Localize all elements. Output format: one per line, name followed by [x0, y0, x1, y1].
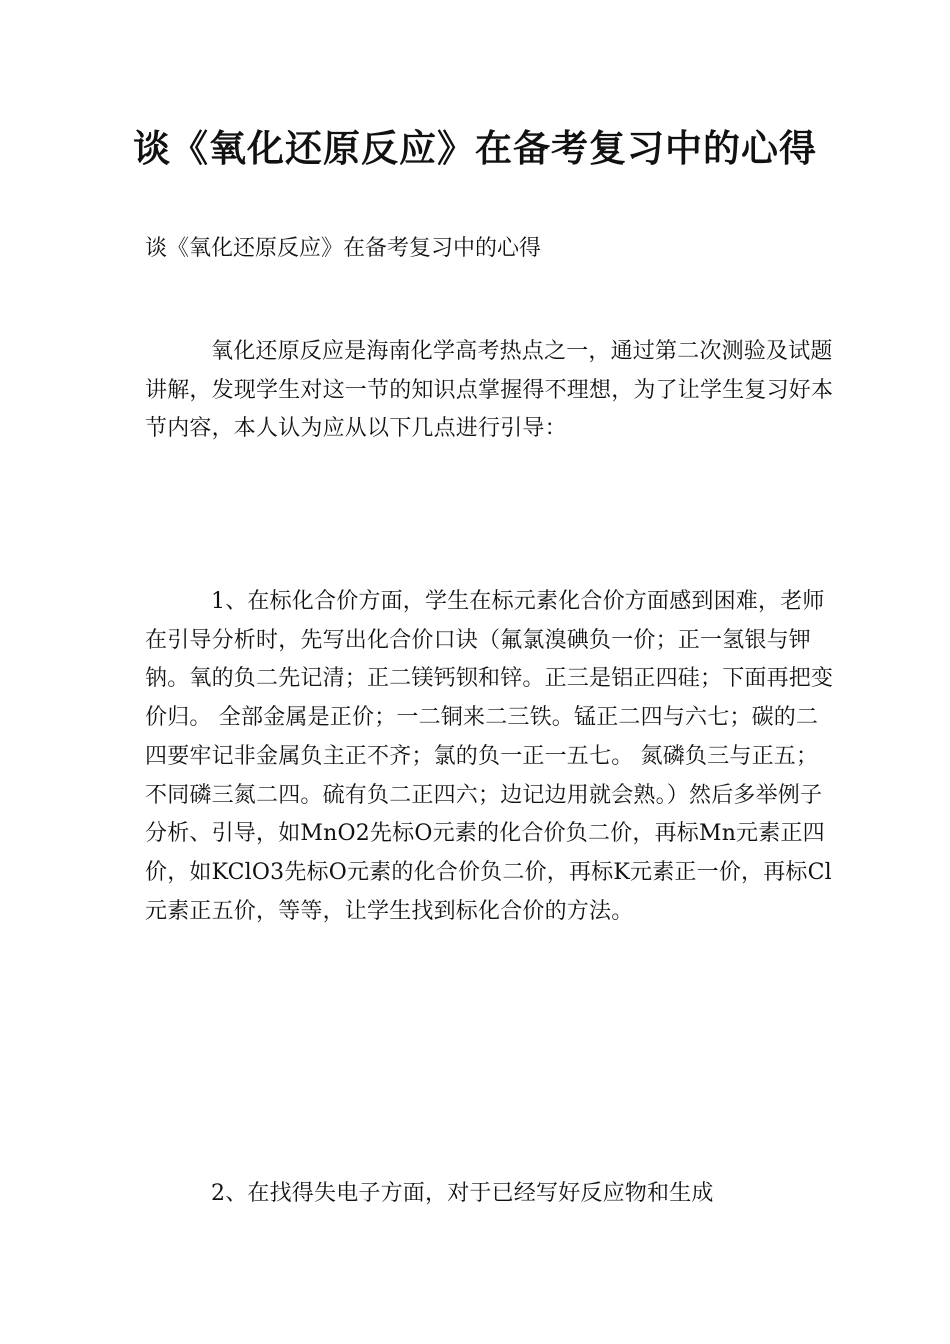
document-subtitle: 谈《氧化还原反应》在备考复习中的心得 [145, 236, 542, 261]
document-title: 谈《氧化还原反应》在备考复习中的心得 [133, 127, 817, 170]
paragraph-valence: 1、在标化合价方面，学生在标元素化合价方面感到困难，老师在引导分析时，先写出化合价口诀（氟氯溴碘负一价；正一氢银与钾钠。氧的负二先记清；正二镁钙钡和锌。正三是铝正四硅；下面再把变价归。 全部金属是正价；一二铜来二三铁。锰正二四与六七；碳的二四要牢记非金属负主正不齐；氯的负一正一五七。 氮磷负三与正五；不同磷三氮二四。硫有负二正四六；边记边用就会熟。）然后多举例子分析、引导，如MnO2先标O元素的化合价负二价，再标Mn元素正四价，如KClO3先标O元素的化合价负二价，再标K元素正一价，再标Cl元素正五价，等等，让学生找到标化合价的方法。 [145, 589, 834, 924]
paragraph-electrons: 2、在找得失电子方面，对于已经写好反应物和生成 [211, 1181, 714, 1206]
paragraph-intro: 氧化还原反应是海南化学高考热点之一，通过第二次测验及试题讲解，发现学生对这一节的知识点掌握得不理想，为了让学生复习好本节内容，本人认为应从以下几点进行引导： [145, 339, 834, 442]
